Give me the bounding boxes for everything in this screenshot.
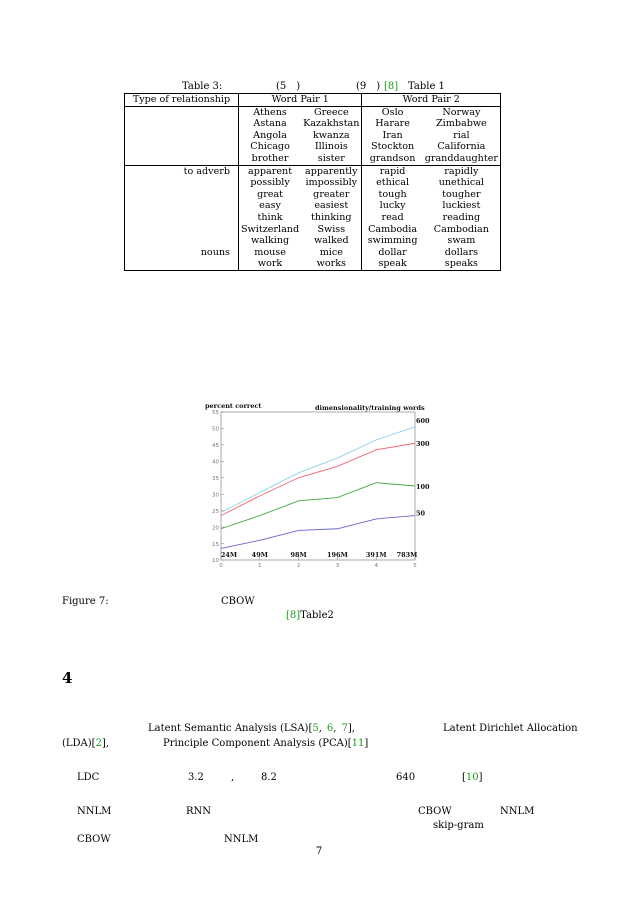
pca-term: Principle Component Analysis (PCA)[11] [163, 738, 369, 749]
word-cell: Oslo [381, 106, 404, 118]
word-cell: mouse [254, 246, 286, 258]
word-cell: easy [259, 200, 281, 212]
word-cell: possibly [250, 177, 290, 189]
series-label-600: 600 [416, 416, 430, 425]
y-axis-label: percent correct [205, 402, 262, 410]
x-tick-label: 0 [219, 563, 223, 569]
relationship-cell [125, 118, 239, 130]
accuracy-chart [205, 400, 430, 575]
word-cell: walked [301, 235, 362, 247]
word-cell: Illinois [301, 141, 362, 153]
word-cell: Greece [301, 106, 362, 118]
word-cell: easiest [301, 200, 362, 212]
header-word-pair-2: Word Pair 2 [362, 94, 501, 107]
word-cell: dollar [378, 246, 407, 258]
relationship-cell: to adverb [125, 165, 239, 177]
table-row [125, 247, 501, 259]
y-tick-label: 20 [212, 525, 219, 532]
word-cell: Cambodia [368, 223, 418, 235]
cite-6[interactable]: 6 [326, 723, 334, 734]
relationship-cell [125, 141, 239, 153]
relationship-cell [125, 177, 239, 189]
paragraph-1-line-2: (LDA)[2], [62, 738, 110, 749]
figure-table-ref: Table2 [300, 610, 334, 621]
table-row [125, 189, 501, 201]
word-cell: think [257, 211, 283, 223]
table-row [125, 153, 501, 165]
word-cell: California [423, 141, 501, 153]
y-tick-label: 40 [212, 459, 219, 466]
plot-area [221, 412, 415, 560]
lda-term: Latent Dirichlet Allocation [443, 723, 578, 734]
table-row [125, 224, 501, 236]
legend-title: dimensionality/training words [315, 404, 425, 412]
ldc-term: LDC [77, 772, 100, 783]
table-row [125, 141, 501, 153]
word-cell: work [257, 258, 283, 270]
word-cell: speak [378, 258, 407, 270]
relationship-cell [125, 189, 239, 201]
relationship-cell [125, 130, 239, 142]
series-label-50: 50 [416, 509, 426, 518]
training-words-label: 98M [290, 551, 307, 559]
page-number: 7 [315, 846, 323, 857]
y-tick-label: 50 [212, 426, 219, 433]
cite-2[interactable]: 2 [95, 738, 102, 749]
word-cell: swimming [367, 235, 418, 247]
table-caption-frag1: (5 ) [276, 81, 301, 92]
rnn-term: RNN [186, 806, 212, 817]
word-cell: rapid [379, 165, 406, 177]
word-cell: Angola [253, 129, 287, 141]
cbow-term-2: CBOW [77, 834, 111, 845]
cite-11[interactable]: 11 [351, 738, 365, 749]
word-cell: speaks [423, 258, 501, 270]
table-row [125, 130, 501, 142]
table-header-row [125, 94, 501, 107]
table-row [125, 177, 501, 189]
word-cell: Zimbabwe [423, 118, 501, 130]
word-cell: Athens [253, 106, 287, 118]
word-cell: Harare [375, 118, 410, 130]
word-cell: Astana [253, 118, 287, 130]
table-row [125, 200, 501, 212]
nnlm-term-3: NNLM [224, 834, 259, 845]
relationship-cell [125, 153, 239, 165]
word-cell: Switzerland [240, 223, 300, 235]
word-cell: Chicago [250, 141, 290, 153]
relationship-cell [125, 235, 239, 247]
word-cell: Stockton [371, 141, 415, 153]
table-row [125, 258, 501, 270]
word-cell: granddaughter [423, 153, 501, 165]
chart-frame [221, 412, 415, 560]
word-cell: great [257, 188, 284, 200]
x-tick-label: 4 [374, 563, 378, 569]
word-cell: apparently [301, 165, 362, 177]
word-cell: dollars [423, 247, 501, 259]
word-cell: brother [251, 152, 289, 164]
value-640: 640 [396, 772, 416, 783]
word-cell: apparent [248, 165, 293, 177]
table-row [125, 235, 501, 247]
semantic-rows [125, 106, 501, 165]
word-cell: Swiss [301, 224, 362, 236]
y-tick-label: 15 [212, 541, 219, 548]
word-cell: Cambodian [423, 224, 501, 236]
y-tick-label: 55 [212, 410, 219, 417]
table-caption-frag2: (9 ) [356, 81, 381, 92]
word-cell: works [301, 258, 362, 270]
x-tick-label: 5 [413, 563, 417, 569]
y-tick-label: 35 [212, 475, 219, 482]
training-words-label: 391M [365, 551, 387, 559]
relationship-cell [125, 106, 239, 118]
training-words-label: 196M [327, 551, 348, 559]
paragraph-1-line-1: Latent Semantic Analysis (LSA)[5, 6, 7], [148, 723, 355, 734]
relationship-cell [125, 224, 239, 236]
word-cell: unethical [423, 177, 501, 189]
word-cell: impossibly [301, 177, 362, 189]
word-cell: sister [301, 153, 362, 165]
syntactic-rows [125, 165, 501, 270]
table-row [125, 165, 501, 177]
relationship-cell [125, 258, 239, 270]
table-row [125, 212, 501, 224]
word-cell: tough [378, 188, 407, 200]
word-cell: tougher [423, 189, 501, 201]
value-8-2: 8.2 [261, 772, 277, 783]
word-cell: reading [423, 212, 501, 224]
word-cell: grandson [369, 152, 416, 164]
word-cell: mice [301, 247, 362, 259]
training-words-label: 24M [220, 551, 238, 559]
nnlm-term-2: NNLM [500, 806, 535, 817]
training-words-label: 783M [396, 551, 418, 559]
x-tick-label: 1 [258, 563, 262, 569]
word-cell: thinking [301, 212, 362, 224]
comma: , [231, 772, 235, 783]
figure-caption [62, 596, 582, 626]
figure-cbow: CBOW [221, 596, 255, 607]
word-cell: Norway [423, 106, 501, 118]
table-row [125, 118, 501, 130]
word-pair-table [124, 93, 501, 271]
word-cell: luckiest [423, 200, 501, 212]
word-cell: Iran [382, 129, 403, 141]
word-cell: rapidly [423, 165, 501, 177]
training-words-label: 49M [251, 551, 268, 559]
header-relationship: Type of relationship [125, 94, 239, 107]
y-tick-label: 30 [212, 492, 219, 499]
table-row [125, 106, 501, 118]
cite-5[interactable]: 5 [312, 723, 319, 734]
figure-label: Figure 7: [62, 596, 109, 607]
section-number: 4 [62, 669, 73, 687]
value-3-2: 3.2 [188, 772, 204, 783]
x-tick-label: 2 [296, 563, 301, 569]
series-label-300: 300 [416, 440, 430, 449]
relationship-cell [125, 200, 239, 212]
word-cell: swam [423, 235, 501, 247]
word-cell: ethical [376, 177, 410, 189]
cite-7[interactable]: 7 [341, 723, 348, 734]
table-caption-cite[interactable]: [8] [384, 81, 399, 92]
cite-10-wrapper: [10] [462, 772, 483, 783]
header-word-pair-1: Word Pair 1 [238, 94, 361, 107]
skip-gram-term: skip-gram [433, 820, 484, 831]
word-cell: rial [423, 130, 501, 142]
word-cell: read [381, 211, 404, 223]
y-tick-label: 25 [212, 508, 219, 515]
table-caption-label: Table 3: [182, 81, 223, 92]
y-tick-label: 45 [212, 443, 219, 450]
series-label-100: 100 [416, 483, 430, 491]
y-tick-label: 10 [212, 558, 219, 565]
table-caption-frag3: Table 1 [408, 81, 445, 92]
word-cell: greater [301, 189, 362, 201]
relationship-cell [125, 212, 239, 224]
relationship-cell: nouns [125, 247, 239, 259]
word-cell: kwanza [301, 130, 362, 142]
word-cell: walking [250, 235, 290, 247]
word-cell: lucky [379, 200, 406, 212]
figure-cite[interactable]: [8]Table2 [286, 610, 334, 621]
cite-10[interactable]: 10 [465, 772, 479, 783]
nnlm-term-1: NNLM [77, 806, 112, 817]
word-cell: Kazakhstan [301, 118, 362, 130]
cbow-term-1: CBOW [418, 806, 452, 817]
x-tick-label: 3 [335, 563, 340, 569]
